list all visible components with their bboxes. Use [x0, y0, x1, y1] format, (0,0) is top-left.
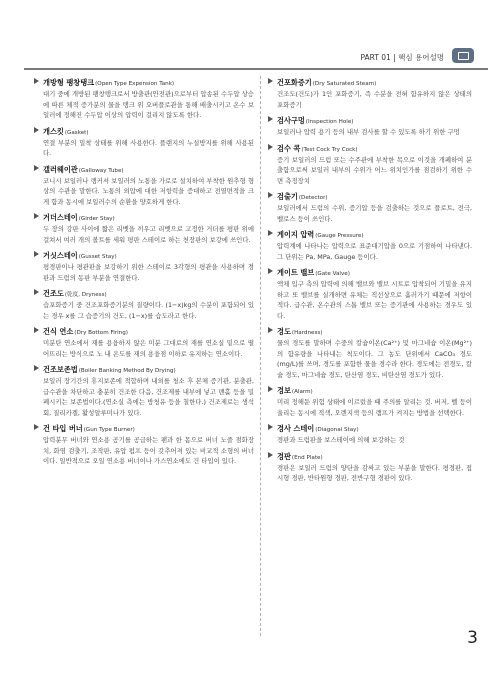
glossary-entry [268, 192, 472, 224]
term-english: (Gasket) [64, 129, 89, 136]
term-korean: 건 타입 버너 [43, 424, 83, 433]
triangle-bullet-icon [268, 116, 273, 122]
glossary-entry [34, 424, 254, 467]
book-icon [452, 48, 474, 63]
entry-description: 미리 정해둔 위험 상태에 이르렀을 때 주의를 알리는 것. 버저, 벨 등이 울리는 동시에 적색, 오렌지색 등의 램프가 켜지는 방법을 선택한다. [277, 398, 472, 417]
term-korean: 게이트 밸브 [277, 268, 315, 277]
triangle-bullet-icon [34, 424, 39, 430]
entry-description: 연결 부분의 밀착 상태를 위해 사용한다. 플랜지의 누설방지를 위해 사용된다. [43, 138, 254, 157]
triangle-bullet-icon [34, 327, 39, 333]
triangle-bullet-icon [268, 230, 273, 236]
term-korean: 경판 [277, 451, 291, 461]
entry-term [268, 144, 472, 155]
triangle-bullet-icon [268, 268, 273, 274]
term-english: (Gusset Stay) [78, 254, 117, 260]
term-english: (End Plate) [291, 454, 323, 461]
triangle-bullet-icon [34, 213, 39, 219]
triangle-bullet-icon [268, 192, 273, 198]
term-korean: 건조보존법 [43, 365, 78, 374]
header-rule [24, 68, 488, 70]
entry-description: 압력분무 버너와 연소용 공기를 공급하는 팬과 한 몸으로 버너 노즐 점화장치, 화염 검출기, 조작판, 유압 펌프 등이 갖추어져 있는 비교적 소형의 버너이다. 일반적으로 오일 연소용 버너이나 가스연소에도 건 타입이 있다. [43, 436, 254, 465]
entry-description: 증기 보일러의 드럼 또는 수주관에 부착한 목으로 이것을 개폐하여 분출함으로써 보일러 내부의 수위가 어느 위치인가를 점검하기 위한 수면 측정장치 [277, 155, 472, 185]
entry-description: 습포화증기 중 건조포화증기분의 질량이다. (1−x)kg의 수분이 포함되어 있는 경우 x를 그 습증기의 건도, (1−x)를 습도라고 한다. [43, 301, 254, 320]
glossary-entry [34, 327, 254, 359]
glossary-entry [268, 144, 472, 187]
term-korean: 건포화증기 [277, 78, 312, 87]
right-column [268, 78, 472, 490]
glossary-entry [268, 268, 472, 321]
entry-term [268, 116, 472, 127]
entry-description: 보일러 장기간의 휴지보존에 적합하며 내외를 청소 후 본체 증기관, 분출관, 급수관을 차단하고 충분히 건조한 다음, 건조제를 내부에 넣고 맨홀 등을 밀폐시키는 보존법이다.(연소실 측에는 방청유 등을 칠한다.) 건조제로는 생석회, 질리카겔, 활성알루미나가 있다. [43, 377, 254, 417]
term-english: (乾度, Dryness) [64, 292, 107, 298]
entry-term [268, 424, 472, 435]
entry-description: 대기 중에 개방된 팽창탱크로서 방출관(안전관)으로부터 압송된 수두압 상승에 따른 체적 증가분의 물을 탱크 위 오버플로관을 통해 배출시키고 온수 보일러에 정해진 수두압 이상의 압력이 걸리지 않도록 한다. [43, 90, 254, 119]
entry-term [268, 230, 472, 241]
entry-description: 두 장의 강판 사이에 짧은 리벳을 끼우고 리벳으로 고정한 거더를 평판 위에 걸쳐서 여러 개의 볼트를 세워 평판 스테이로 하는 천장판의 보강에 쓰인다. [43, 225, 254, 244]
entry-term [34, 289, 254, 300]
term-korean: 게이지 압력 [277, 230, 315, 239]
term-korean: 개방형 팽창탱크 [43, 78, 95, 87]
entry-term [268, 268, 472, 279]
glossary-entry [268, 78, 472, 110]
entry-description: 평경판이나 평관판을 보강하기 위한 스테이로 3각형의 평관을 사용하며 경판과 드럼의 동판 부분을 연결한다. [43, 263, 254, 282]
entry-term [34, 365, 254, 376]
term-korean: 건식 연소 [43, 327, 74, 336]
glossary-entry [34, 289, 254, 321]
term-korean: 검출기 [277, 192, 298, 201]
entry-description: 경판과 드럼판을 보스테이에 의해 보강하는 것 [277, 436, 405, 444]
term-english: (Detector) [298, 195, 328, 201]
entry-term [268, 386, 472, 397]
triangle-bullet-icon [34, 165, 39, 171]
glossary-entry [268, 424, 472, 446]
term-korean: 경보 [277, 386, 291, 395]
entry-description: 보일러에서 드럼의 수위, 증기압 등을 검출하는 것으로 플로트, 전극, 벨로스 등이 쓰인다. [277, 204, 472, 223]
term-english: (Gauge Pressure) [315, 233, 364, 239]
term-english: (Gate Valve) [315, 271, 350, 277]
triangle-bullet-icon [268, 144, 273, 150]
entry-term [34, 165, 254, 176]
term-english: (Open Type Expension Tank) [95, 81, 175, 87]
entry-description: 코니시 보일러나 랭커셔 보일러의 노통을 가로로 설치하여 부착한 원추형 형상의 수관을 말한다. 노통의 외압에 대한 저항력을 증대하고 전열면적을 크게 함과 동시에 보일러수의 순환을 양호하게 한다. [43, 176, 254, 206]
entry-term [34, 127, 254, 138]
term-korean: 거더스테이 [43, 213, 78, 222]
entry-term [34, 78, 254, 89]
entry-term [268, 327, 472, 338]
triangle-bullet-icon [268, 386, 273, 392]
term-english: (Dry Bottom Firing) [74, 330, 128, 336]
glossary-entry [34, 78, 254, 121]
term-english: (Girder Stay) [78, 216, 115, 222]
triangle-bullet-icon [34, 78, 39, 84]
glossary-entry [268, 327, 472, 380]
column-divider [260, 76, 261, 636]
entry-term [268, 78, 472, 89]
triangle-bullet-icon [268, 452, 273, 458]
triangle-bullet-icon [34, 251, 39, 257]
entry-description: 물의 경도를 말하며 수중의 칼슘이온(Ca²⁺) 및 마그네슘 이온(Mg²⁺)의 함유량을 나타내는 척도이다. 그 농도 단위에서 CaCO₃ 경도(mg/L)를 쓰며, 경도를 포함한 물을 경수라 한다. 경도에는 전경도, 칼슘 경도, 마그네슘 경도, 탄산염 경도, 비탄산염 경도가 있다. [277, 339, 472, 379]
glossary-entry [34, 213, 254, 245]
glossary-entry [268, 386, 472, 418]
term-english: (Test Cock Try Cock) [301, 146, 358, 153]
term-korean: 검사구멍 [277, 116, 305, 125]
triangle-bullet-icon [268, 424, 273, 430]
term-english: (Boiler Banking Method By Drying) [78, 368, 176, 374]
entry-description: 액체 입구 측의 압력에 의해 밸브와 밸브 시트로 압착되어 기밀을 유지하고 또 밸브를 실개하면 유체는 직선상으로 흘러가기 때문에 저항이 적다. 급수관, 온수관의 스톱 밸브 또는 증기관에 사용하는 경우도 있다. [277, 280, 472, 320]
page-number: 3 [467, 628, 478, 648]
glossary-entry [34, 365, 254, 418]
term-english: (Inspection Hole) [305, 119, 354, 125]
glossary-entry [34, 127, 254, 159]
entry-term [34, 327, 254, 338]
entry-term [268, 192, 472, 203]
triangle-bullet-icon [34, 365, 39, 371]
glossary-entry [34, 165, 254, 208]
term-english: (Galloway Tube) [78, 167, 124, 174]
triangle-bullet-icon [34, 127, 39, 133]
term-english: (Hardness) [291, 330, 323, 336]
left-column [34, 78, 254, 473]
entry-description: 압력계에 나타나는 압력으로 표준대기압을 0으로 기점하여 나타낸다. 그 단위는 Pa, MPa, Gauge 등이다. [277, 242, 472, 261]
glossary-entry [34, 251, 254, 283]
glossary-entry [268, 230, 472, 262]
entry-term [34, 251, 254, 262]
part-header: PART 01 | 핵심 용어설명 [360, 53, 444, 62]
term-korean: 건조도 [43, 289, 64, 298]
term-korean: 검수 콕 [277, 143, 301, 153]
entry-term [34, 424, 254, 435]
term-korean: 경사 스테이 [277, 424, 315, 433]
entry-description: 미분탄 연소에서 재를 용융하지 않은 미분 그대로의 재를 연소실 밑으로 떨어뜨리는 방식으로 노 내 온도를 재의 용융점 이하로 유지하는 연소이다. [43, 339, 254, 358]
term-english: (Dry Saturated Steam) [312, 81, 377, 87]
glossary-entry [268, 452, 472, 484]
term-english: (Alarm) [291, 389, 313, 395]
term-english: (Gun Type Burner) [83, 427, 135, 433]
entry-description: 경판은 보일러 드럼의 양단을 감싸고 있는 부분을 말한다. 평경판, 접시형 경판, 반타원형 경판, 전반구형 경판이 있다. [277, 463, 472, 482]
entry-description: 보일러나 압력 용기 등의 내부 검사를 할 수 있도록 하기 위한 구멍 [277, 128, 460, 136]
glossary-entry [268, 116, 472, 138]
entry-term [34, 213, 254, 224]
entry-description: 건조도(건도)가 1인 포화증기, 즉 수분을 전혀 함유하지 않은 상태의 포화증기 [277, 90, 472, 109]
term-korean: 갤러웨이관 [43, 164, 78, 174]
term-korean: 개스킷 [43, 126, 64, 136]
triangle-bullet-icon [34, 289, 39, 295]
term-korean: 경도 [277, 327, 291, 336]
term-english: (Diagonal Stay) [315, 427, 359, 433]
triangle-bullet-icon [268, 78, 273, 84]
term-korean: 거싯스테이 [43, 251, 78, 260]
triangle-bullet-icon [268, 327, 273, 333]
entry-term [268, 452, 472, 463]
